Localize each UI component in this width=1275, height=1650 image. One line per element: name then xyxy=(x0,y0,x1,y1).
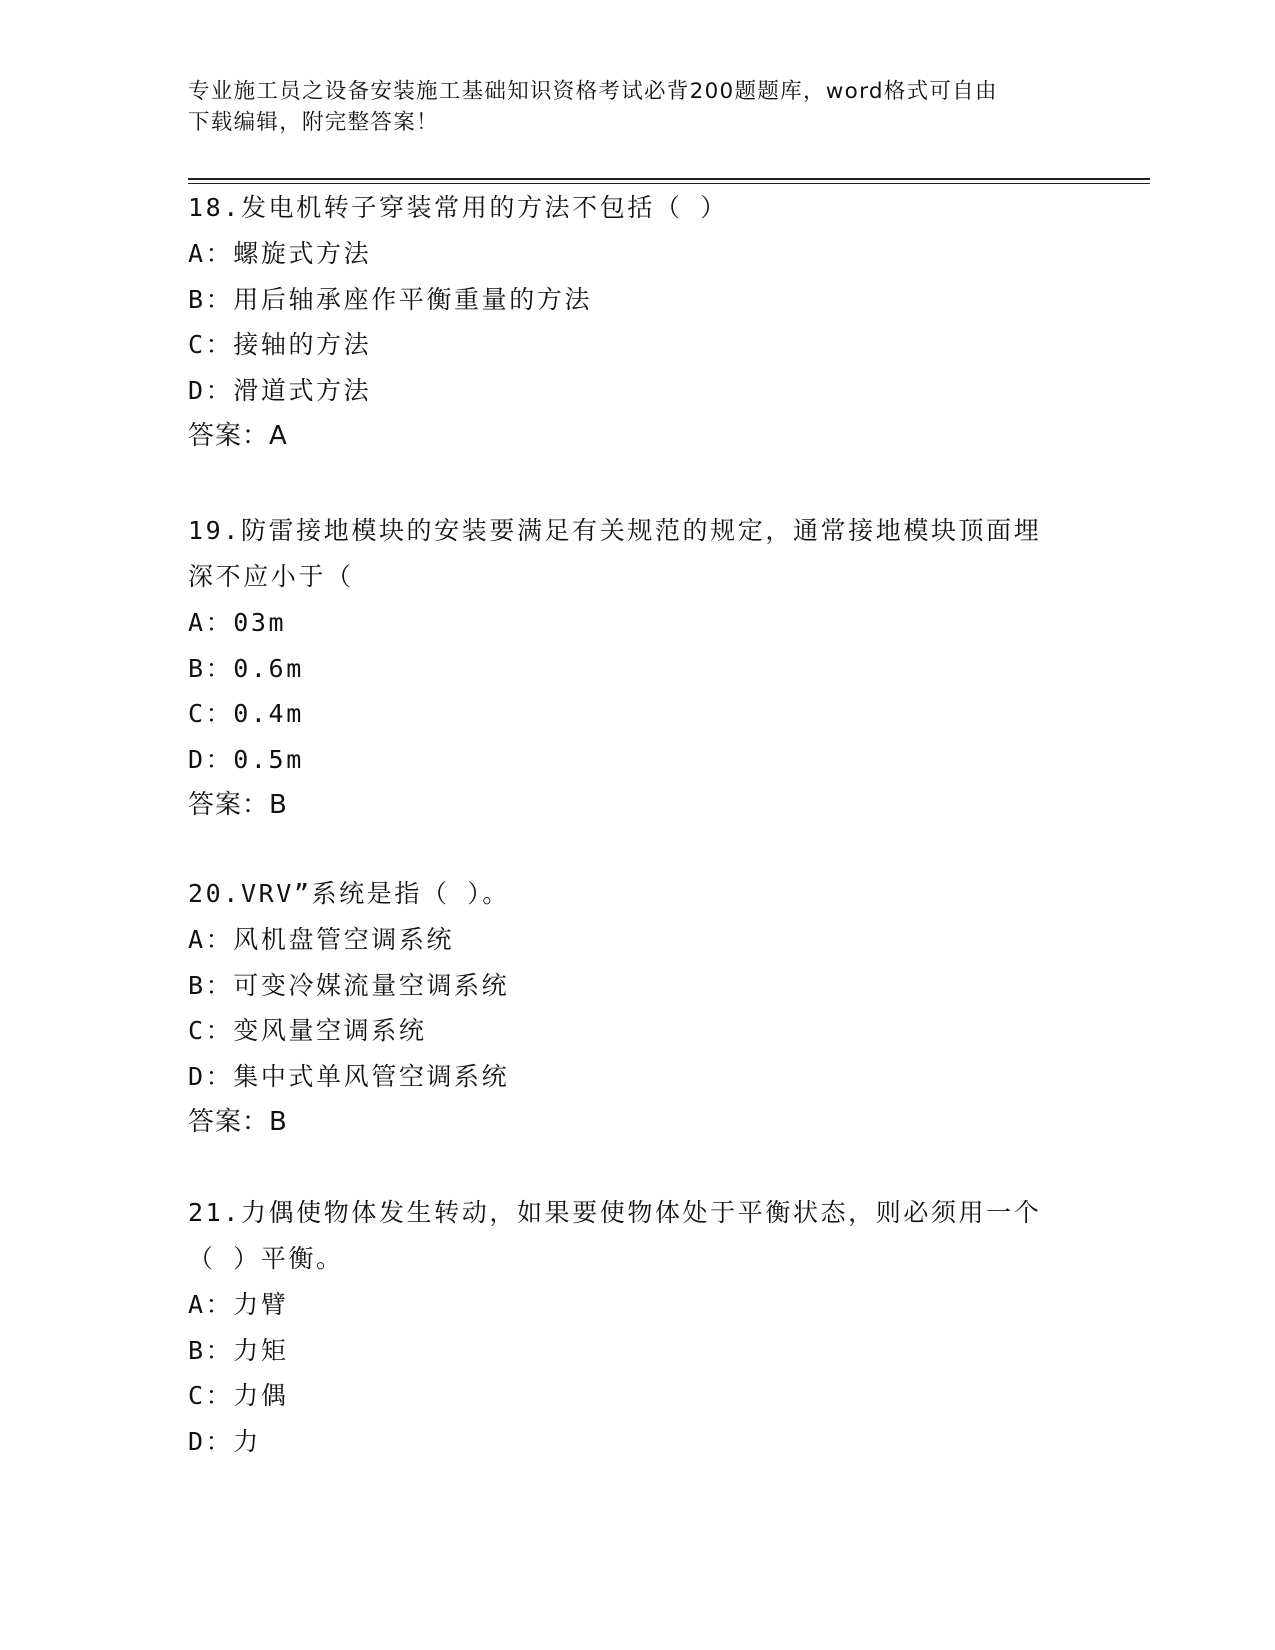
answer-line: 答案：A xyxy=(188,421,288,452)
question-stem: 20.VRV”系统是指（ ）。 xyxy=(188,879,510,908)
option-b: B：力矩 xyxy=(188,1335,289,1365)
option-d: D：滑道式方法 xyxy=(188,375,372,405)
option-c: C：力偶 xyxy=(188,1381,289,1411)
question-19 xyxy=(188,508,1088,828)
option-d: D：力 xyxy=(188,1426,261,1456)
option-a: A：03m xyxy=(188,608,287,637)
header-divider-thin xyxy=(188,183,1150,184)
question-18 xyxy=(188,185,1088,459)
option-a: A：螺旋式方法 xyxy=(188,239,372,268)
header-title-line-2: 下载编辑，附完整答案！ xyxy=(188,110,439,135)
option-b: B：用后轴承座作平衡重量的方法 xyxy=(188,284,593,314)
option-b: B：0.6m xyxy=(188,653,304,683)
option-a: A：力臂 xyxy=(188,1290,289,1319)
option-a: A：风机盘管空调系统 xyxy=(188,925,455,954)
document-header xyxy=(188,76,1068,138)
question-stem: 21.力偶使物体发生转动，如果要使物体处于平衡状态，则必须用一个 （ ）平衡。 xyxy=(188,1198,1042,1273)
question-stem: 18.发电机转子穿装常用的方法不包括（ ） xyxy=(188,193,728,222)
question-stem: 19.防雷接地模块的安装要满足有关规范的规定，通常接地模块顶面埋 深不应小于（ xyxy=(188,516,1042,591)
option-c: C：变风量空调系统 xyxy=(188,1016,427,1046)
header-divider-thick xyxy=(188,178,1150,180)
answer-line: 答案：B xyxy=(188,790,288,821)
option-b: B：可变冷媒流量空调系统 xyxy=(188,970,510,1000)
question-21 xyxy=(188,1190,1088,1464)
option-c: C：接轴的方法 xyxy=(188,330,372,360)
header-title-line-1: 专业施工员之设备安装施工基础知识资格考试必背200题题库，word格式可自由 xyxy=(188,79,998,104)
question-20 xyxy=(188,871,1088,1145)
option-d: D：0.5m xyxy=(188,744,304,774)
option-d: D：集中式单风管空调系统 xyxy=(188,1061,510,1091)
answer-line: 答案：B xyxy=(188,1107,288,1138)
option-c: C：0.4m xyxy=(188,699,304,729)
